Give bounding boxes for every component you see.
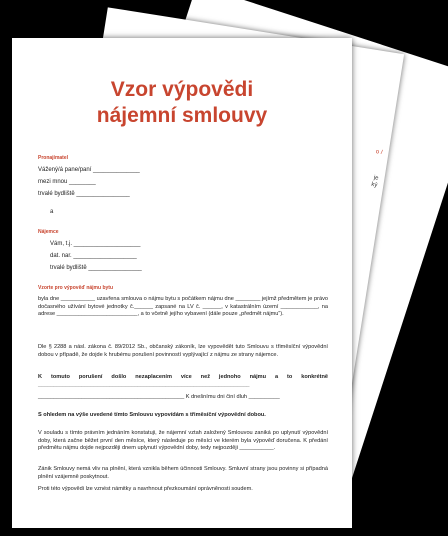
document-title-line2: nájemní smlouvy <box>96 104 268 127</box>
tenant-heading: Nájemce <box>38 229 59 235</box>
paragraph-law: Dle § 2288 a násl. zákona č. 89/2012 Sb., občanský zákoník, lze vypovědět tuto Smlouvu s třiměsíční výpovědní dobou v případě, že dojde k hrubému porušení povinností vyplývající z nájmu ze strany nájemce. <box>38 344 328 358</box>
paragraph-obligations: Zánik Smlouvy nemá vliv na plnění, která vznikla během účinnosti Smlouvy. Smluvní strany jsou povinny si případná plnění vzájemně poskytnout. <box>38 466 328 480</box>
paragraph-contract: byla dne ___________ uzavřena smlouva o nájmu bytu s počátkem nájmu dne ________ jejímž předmětem je právo dočasného užívání bytové jednotky č.______ zapsané na LV č. ______, v katastrálním území ____________, na adrese __________________________, a to včetně jejího vybavení (dále pouze „předmět nájmu“). <box>38 296 328 318</box>
paragraph-breach: K tomuto porušení došlo nezaplacením více než jednoho nájmu a to konkrétně ____________________________________________________________________ <box>38 374 328 388</box>
back-page-peek: o / <box>375 149 383 157</box>
and-word: a <box>50 209 54 215</box>
paragraph-objection: Proti této výpovědi lze vznést námitky a navrhnout přezkoumání oprávněnosti soudem. <box>38 486 253 492</box>
tenant-name: Vám, t.j. ____________________ <box>50 241 141 247</box>
paragraph-termination: V souladu s tímto právním jednáním konstatuji, že nájemní vztah založený Smlouvou zaniká po uplynutí výpovědní doby, která začne běžet první den měsíce, který následuje po měsíci ve kterém byla výpověď doručena. K předání předmětu nájmu dojde nejpozději dnem uplynutí výpovědní doby, tedy nejpozději ___________. <box>38 430 328 452</box>
back-page-peek: je <box>373 175 379 182</box>
landlord-name: Vážený/á pane/paní ______________ <box>38 167 140 173</box>
document-title-line1: Vzor výpovědi <box>110 78 254 101</box>
section-heading: Vzorte pro výpověď nájmu bytu <box>38 285 113 291</box>
landlord-heading: Pronajímatel <box>38 155 69 161</box>
tenant-birth: dat. nar. ___________________ <box>50 253 137 259</box>
landlord-birth: mezi mnou ________ <box>38 179 96 185</box>
tenant-address: trvalé bydliště ________________ <box>50 265 142 271</box>
paragraph-notice: S ohledem na výše uvedené tímto Smlouvu vypovídám s třiměsíční výpovědní dobou. <box>38 412 266 418</box>
landlord-address: trvalé bydliště ________________ <box>38 191 130 197</box>
front-page <box>12 38 352 528</box>
paragraph-debt: _______________________________________________ K dnešnímu dni činí dluh __________ <box>38 394 280 400</box>
back-page-peek: ký <box>370 181 378 189</box>
